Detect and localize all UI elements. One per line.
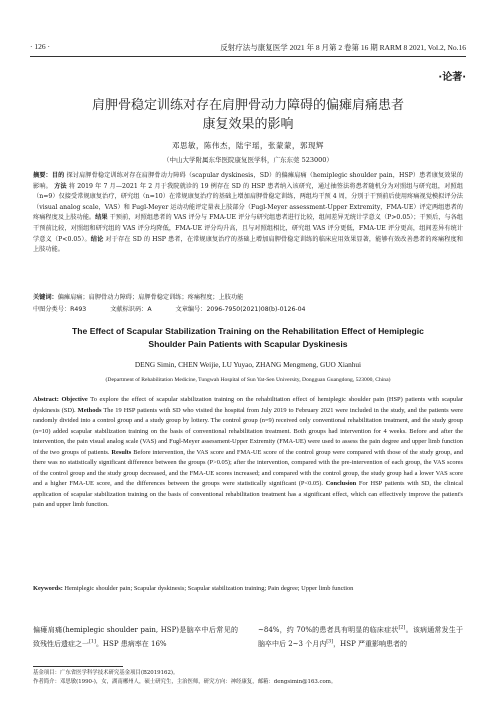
footnote-fund: 基金项目：广东省医学科学技术研究基金项目(B2019162)。 bbox=[33, 670, 179, 676]
header-rule bbox=[30, 56, 466, 57]
body-left-text: 偏瘫肩痛(hemiplegic shoulder pain, HSP)是脑卒中后常见的致残性后遗症之一 bbox=[33, 626, 238, 648]
english-authors: DENG Simin, CHEN Weijie, LU Yuyao, ZHANG Mengmeng, GUO Xianhui bbox=[134, 360, 362, 369]
abstract-cn-label: 摘要：目的 bbox=[33, 172, 65, 179]
column-label: ·论著· bbox=[438, 72, 466, 83]
en-abstract-label: Abstract: Objective bbox=[33, 396, 88, 403]
abstract-cn-objective: 探讨肩胛骨稳定训练对存在肩胛骨动力障碍（scapular dyskinesis，SD）的偏瘫肩痛（hemiplegic shoulder pain，HSP）患者康复效果的影响。 bbox=[33, 172, 463, 190]
body-left-text-2: 。HSP 患病率在 16% bbox=[95, 640, 167, 648]
english-title bbox=[40, 325, 456, 351]
body-column-right bbox=[258, 623, 463, 651]
en-keywords-label: Keywords: bbox=[33, 585, 63, 592]
english-affiliation: (Department of Rehabilitation Medicine, Tungwah Hospital of Sun Yat-Sen University, Dongguan Guangdong, 523000, China) bbox=[105, 377, 391, 383]
abstract-cn bbox=[33, 171, 463, 256]
en-abstract-objective: To explore the effect of scapular stabilization training on the rehabilitation effect of hemiplegic shoulder pain (HSP) patients with scapular dyskinesis (SD). bbox=[33, 396, 463, 414]
keywords-cn bbox=[33, 293, 463, 303]
doc-code: 文献标识码：A bbox=[110, 306, 152, 313]
body-right-text: ~84%，约 70%的患者具有明显的临床症状 bbox=[258, 626, 399, 634]
en-abstract-conclusion: For HSP patients with SD, the clinical application of scapular stabilization training on the basis of conventional rehabilitation treatment has a significant effect, which can effectively improve the patient's pain and upper limb function. bbox=[33, 480, 463, 508]
citation-ref: [3] bbox=[326, 638, 334, 645]
keywords-cn-text: 偏瘫肩痛；肩胛骨动力障碍；肩胛骨稳定训练；疼痛程度；上肢功能 bbox=[57, 294, 244, 301]
running-header bbox=[30, 40, 466, 54]
abstract-cn-results-label: 结果 bbox=[95, 214, 108, 222]
citation-ref: [2] bbox=[398, 624, 406, 631]
keywords-cn-label: 关键词： bbox=[33, 294, 58, 301]
citation-ref: [1] bbox=[89, 638, 96, 645]
journal-info: 反射疗法与康复医学 2021 年 8 月第 2 卷第 16 期 RARM 8 2021, Vol.2, No.16 bbox=[220, 43, 466, 52]
en-keywords-text: Hemiplegic shoulder pain; Scapular dyskinesis; Scapular stabilization training; Pain degree; Upper limb function bbox=[62, 585, 354, 592]
abstract-cn-results: 干预前，对照组患者的 VAS 评分与 FMA-UE 评分与研究组患者进行比较，组间差异无统计学意义（P>0.05）；干预后，与各组干预前比较，对照组和研究组的 VAS 评分均降低，FMA-UE 评分均升高，且与对照组相比，研究组 VAS 评分更低，FMA-UE 评分更高，组间差异有统计学意义（P<0.05）。 bbox=[33, 214, 464, 243]
clc-code: 中图分类号：R493 bbox=[33, 306, 87, 313]
footnote-author: 作者简介：邓思敏(1990-)，女，湖南郴州人，硕士研究生，主治医师，研究方向：神经康复，邮箱：dengsimin@163.com。 bbox=[33, 679, 337, 685]
abstract-cn-methods-label: 方法 bbox=[54, 182, 67, 190]
english-title-line-1: The Effect of Scapular Stabilization Training on the Rehabilitation Effect of Hemiplegic bbox=[72, 326, 424, 336]
footnote-rule bbox=[33, 666, 123, 667]
abstract-cn-conclusion: 对于存在 SD 的 HSP 患者，在常规康复治疗的基础上增加肩胛骨稳定训练的临床应用效果显著，能够有效改善患者的疼痛程度和上肢功能。 bbox=[33, 235, 463, 254]
body-column-left bbox=[33, 623, 238, 651]
classification-codes bbox=[33, 304, 463, 313]
abstract-cn-conclusion-label: 结论 bbox=[90, 235, 104, 243]
en-abstract-results-label: Results bbox=[111, 448, 132, 456]
page-number: · 126 · bbox=[30, 42, 50, 51]
author-list: 邓思敏，陈伟杰，陆宇瑶，张蒙蒙，郭现辉 bbox=[172, 141, 324, 150]
en-abstract-results: Before intervention, the VAS score and FMA-UE score of the control group were compared with those of the study group, and there was no statistically significant difference between the groups (P>0.05); after the intervention, compared with the pre-intervention of each group, the VAS scores of the control group and the study group decreased, and the FMA-UE scores increased; and compared with the control group, the study group had a lower VAS score and a higher FMA-UE score, and the differences between the groups were statistically significant (P<0.05). bbox=[33, 448, 463, 487]
english-keywords bbox=[33, 584, 463, 595]
english-title-line-2: Shoulder Pain Patients with Scapular Dyskinesis bbox=[148, 339, 348, 349]
body-right-text-3: ，HSP 严重影响患者的 bbox=[333, 640, 408, 648]
title-line-2: 康复效果的影响 bbox=[202, 117, 294, 132]
en-abstract-methods: The 19 HSP patients with SD who visited the hospital from July 2019 to February 2021 were included in the study, and the patients were randomly divided into a control group and a study group by lottery. The control group (n=9) received only conventional rehabilitation treatment, and the study group (n=10) added scapular stabilization training on the basis of conventional rehabilitation treatment. Both groups had intervention for 4 weeks. Before and after the intervention, the pain visual analog scale (VAS) and Fugl-Meyer assessment-Upper Extremity (FMA-UE) were used to assess the pain degree and upper limb function of the two groups of patients. bbox=[33, 406, 463, 456]
affiliation: （中山大学附属东华医院康复医学科，广东东莞 523000） bbox=[163, 156, 333, 164]
article-title bbox=[40, 96, 456, 134]
body-right-text-2: 。该病通常发生于脑卒中后 2~3 个月内 bbox=[258, 626, 464, 648]
en-abstract-methods-label: Methods bbox=[77, 406, 102, 414]
abstract-cn-methods: 将 2019 年 7 月—2021 年 2 月于我院就诊的 19 例存在 SD 的 HSP 患者纳入该研究，通过抽签法将患者随机分为对照组与研究组，对照组（n=9）仅接受常规康复治疗，研究组（n=10）在常规康复治疗的基础上增加肩胛骨稳定训练，两组均干预 4 周，分别于干预前后使用疼痛视觉模拟评分法（visual analog scale，VAS）和 Fugl-Meyer 运动功能评定量表上肢部分（Fugl-Meyer assessment-Upper Extremity，FMA-UE）评定两组患者的疼痛程度及上肢功能。 bbox=[33, 182, 464, 222]
title-line-1: 肩胛骨稳定训练对存在肩胛骨动力障碍的偏瘫肩痛患者 bbox=[91, 98, 404, 113]
en-abstract-conclusion-label: Conclusion bbox=[325, 480, 357, 487]
article-code: 文章编号：2096-7950(2021)08(b)-0126-04 bbox=[175, 306, 306, 313]
english-abstract bbox=[33, 395, 463, 511]
body-text bbox=[33, 623, 463, 655]
